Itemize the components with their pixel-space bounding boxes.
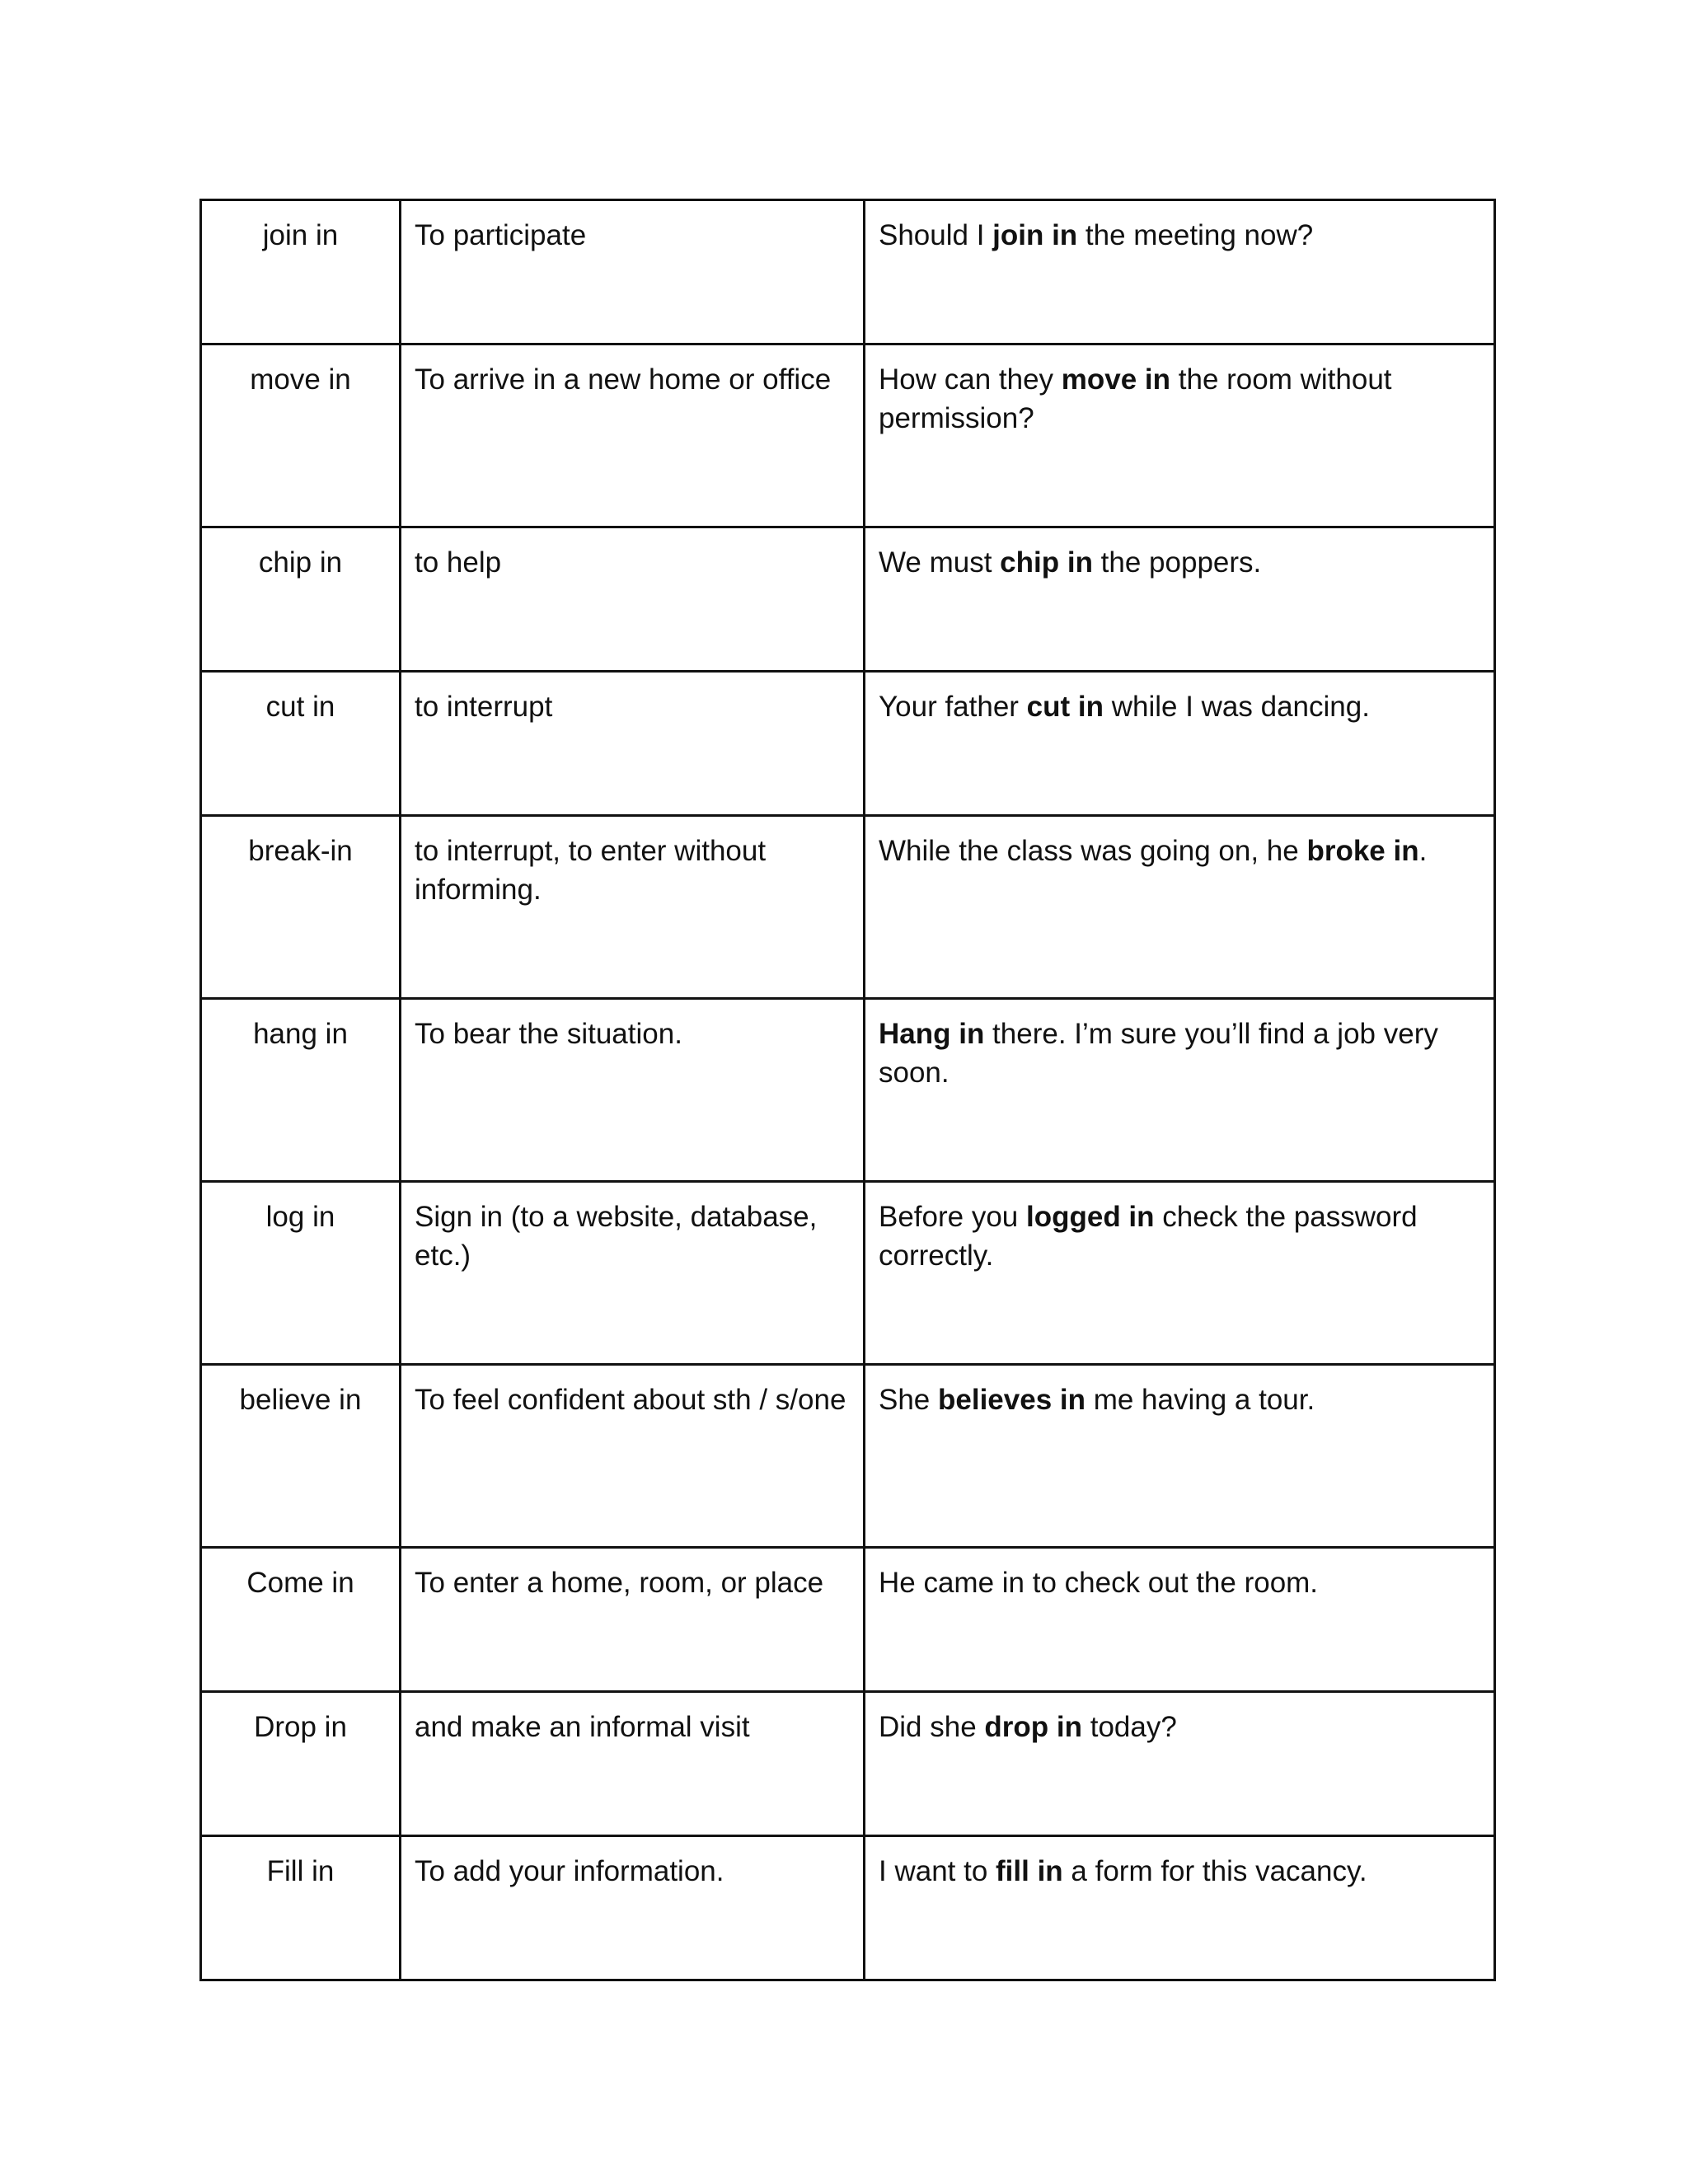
example-cell — [865, 1692, 1495, 1836]
meaning-cell: Sign in (to a website, database, etc.) — [401, 1182, 865, 1365]
phrasal-verb-cell: believe in — [201, 1365, 401, 1548]
phrasal-verb-cell: log in — [201, 1182, 401, 1365]
meaning-cell: To enter a home, room, or place — [401, 1548, 865, 1692]
phrasal-verb-cell: Fill in — [201, 1836, 401, 1980]
example-text: check the password correctly. — [879, 1201, 1418, 1272]
meaning-cell: To feel confident about sth / s/one — [401, 1365, 865, 1548]
example-phrasal-verb: believes in — [938, 1384, 1085, 1416]
example-text: Should I — [879, 219, 993, 251]
example-cell — [865, 344, 1495, 527]
example-text: While the class was going on, he — [879, 835, 1307, 867]
example-cell — [865, 1365, 1495, 1548]
table-row — [201, 672, 1495, 816]
table-row — [201, 527, 1495, 672]
example-cell — [865, 1548, 1495, 1692]
example-text: He came in to check out the room. — [879, 1567, 1319, 1599]
example-text: Your father — [879, 691, 1027, 723]
meaning-cell: to help — [401, 527, 865, 672]
table-row — [201, 1182, 1495, 1365]
example-phrasal-verb: join in — [992, 219, 1078, 251]
example-phrasal-verb: drop in — [984, 1711, 1082, 1743]
example-phrasal-verb: broke in — [1306, 835, 1419, 867]
phrasal-verb-cell: Drop in — [201, 1692, 401, 1836]
example-text: there. I’m sure you’ll find a job very soon. — [879, 1018, 1438, 1089]
table-row — [201, 1548, 1495, 1692]
table-row — [201, 344, 1495, 527]
meaning-cell: to interrupt, to enter without informing. — [401, 816, 865, 999]
example-cell — [865, 527, 1495, 672]
phrasal-verbs-table — [199, 199, 1496, 1981]
example-cell — [865, 1836, 1495, 1980]
example-text: Did she — [879, 1711, 985, 1743]
example-text: me having a tour. — [1085, 1384, 1315, 1416]
example-phrasal-verb: chip in — [1000, 546, 1093, 579]
phrasal-verb-cell: chip in — [201, 527, 401, 672]
meaning-cell: To add your information. — [401, 1836, 865, 1980]
phrasal-verb-cell: move in — [201, 344, 401, 527]
example-text: Before you — [879, 1201, 1026, 1233]
meaning-cell: To participate — [401, 200, 865, 344]
table-row — [201, 1365, 1495, 1548]
phrasal-verb-cell: hang in — [201, 999, 401, 1182]
phrasal-verb-cell: break-in — [201, 816, 401, 999]
phrasal-verb-cell: join in — [201, 200, 401, 344]
example-text: I want to — [879, 1855, 996, 1887]
example-text: She — [879, 1384, 938, 1416]
meaning-cell: and make an informal visit — [401, 1692, 865, 1836]
example-cell — [865, 1182, 1495, 1365]
table-row — [201, 1836, 1495, 1980]
meaning-cell: To bear the situation. — [401, 999, 865, 1182]
example-text: the poppers. — [1092, 546, 1262, 579]
table-row — [201, 1692, 1495, 1836]
example-text: the meeting now? — [1077, 219, 1314, 251]
example-text: We must — [879, 546, 1001, 579]
phrasal-verb-cell: Come in — [201, 1548, 401, 1692]
table-row — [201, 999, 1495, 1182]
example-text: a form for this vacancy. — [1062, 1855, 1367, 1887]
example-cell — [865, 999, 1495, 1182]
phrasal-verb-cell: cut in — [201, 672, 401, 816]
example-phrasal-verb: cut in — [1026, 691, 1104, 723]
example-cell — [865, 672, 1495, 816]
meaning-cell: To arrive in a new home or office — [401, 344, 865, 527]
example-phrasal-verb: move in — [1061, 363, 1171, 396]
example-phrasal-verb: logged in — [1026, 1201, 1155, 1233]
example-text: the room without permission? — [879, 363, 1392, 434]
example-cell — [865, 200, 1495, 344]
example-text: How can they — [879, 363, 1062, 396]
example-phrasal-verb: fill in — [996, 1855, 1063, 1887]
example-text: . — [1418, 835, 1428, 867]
example-text: while I was dancing. — [1104, 691, 1370, 723]
table-row — [201, 816, 1495, 999]
example-cell — [865, 816, 1495, 999]
meaning-cell: to interrupt — [401, 672, 865, 816]
example-phrasal-verb: Hang in — [879, 1018, 985, 1050]
example-text: today? — [1082, 1711, 1177, 1743]
table-row — [201, 200, 1495, 344]
